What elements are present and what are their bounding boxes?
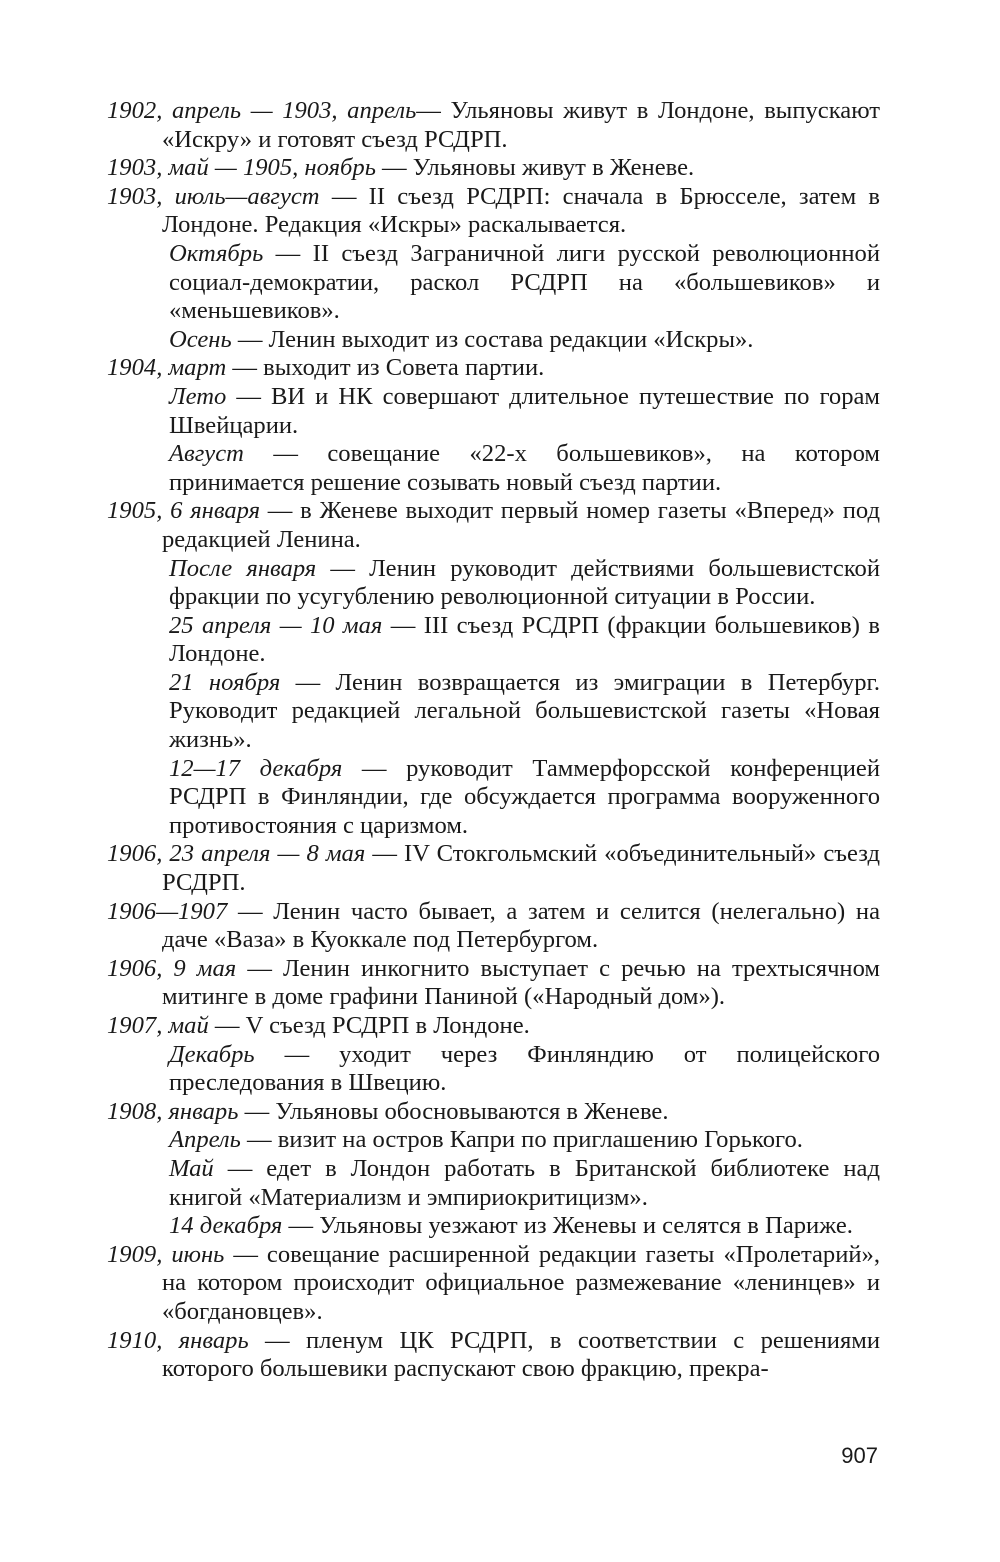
chronology-subentry bbox=[107, 1126, 880, 1155]
chronology-page-body bbox=[107, 97, 880, 1384]
chronology-entry bbox=[107, 1327, 880, 1384]
chronology-entry bbox=[107, 154, 880, 183]
entry-date: 12—17 декабря bbox=[169, 754, 343, 782]
entry-text: — едет в Лондон работать в Британской библиотеке над книгой «Материализм и эмпириокритицизм». bbox=[169, 1154, 880, 1211]
entry-text: — руководит Таммерфорсской конференцией РСДРП в Финляндии, где обсуждается программа вооруженного противостояния с царизмом. bbox=[169, 754, 880, 839]
chronology-subentry bbox=[107, 1041, 880, 1098]
entry-text: — V съезд РСДРП в Лондоне. bbox=[208, 1012, 530, 1039]
entry-text: — совещание «22-х большевиков», на котором принимается решение созывать новый съезд партии. bbox=[169, 440, 880, 496]
entry-date: 1903, май — 1905, ноябрь bbox=[107, 154, 376, 182]
chronology-subentry bbox=[107, 612, 880, 669]
chronology-subentry bbox=[107, 1155, 880, 1212]
entry-date: 1906—1907 bbox=[107, 897, 228, 925]
entry-date: Май bbox=[169, 1154, 214, 1182]
entry-date: 14 декабря bbox=[169, 1212, 283, 1240]
entry-date: 25 апреля — 10 мая bbox=[169, 611, 383, 639]
entry-date: 1910, январь bbox=[107, 1326, 249, 1354]
entry-text: — Ленин возвращается из эмиграции в Петербург. Руководит редакцией легальной большевистской газеты «Новая жизнь». bbox=[169, 668, 880, 754]
entry-text: — пленум ЦК РСДРП, в соответствии с решениями которого большевики распускают свою фракцию, прекра- bbox=[162, 1326, 880, 1383]
chronology-subentry bbox=[107, 755, 880, 841]
chronology-entry bbox=[107, 354, 880, 383]
entry-text: — Ульяновы обосновываются в Женеве. bbox=[238, 1097, 669, 1125]
entry-text: — уходит через Финляндию от полицейского преследования в Швецию. bbox=[169, 1040, 880, 1097]
chronology-subentry bbox=[107, 1212, 880, 1241]
entry-text: — визит на остров Капри по приглашению Горького. bbox=[240, 1126, 803, 1154]
entry-date: 1906, 9 мая bbox=[107, 954, 237, 982]
entry-date: Октябрь bbox=[169, 239, 264, 267]
chronology-entry bbox=[107, 97, 880, 154]
entry-date: После января bbox=[169, 554, 317, 582]
entry-text: — совещание расширенной редакции газеты «Пролетарий», на котором происходит официальное размежевание «ленинцев» и «богдановцев». bbox=[162, 1240, 880, 1325]
entry-text: — выходит из Совета партии. bbox=[226, 354, 545, 382]
chronology-subentry bbox=[107, 240, 880, 326]
chronology-entry bbox=[107, 183, 880, 240]
entry-date: 1906, 23 апреля — 8 мая bbox=[107, 840, 366, 868]
entry-text: — ВИ и НК совершают длительное путешествие по горам Швейцарии. bbox=[169, 382, 880, 439]
entry-text: — в Женеве выходит первый номер газеты «Вперед» под редакцией Ленина. bbox=[162, 497, 880, 553]
entry-text: — Ленин инкогнито выступает с речью на трехтысячном митинге в доме графини Паниной («Народный дом»). bbox=[162, 954, 880, 1011]
chronology-entry bbox=[107, 898, 880, 955]
entry-text: — II съезд Заграничной лиги русской революционной социал-демократии, раскол РСДРП на «большевиков» и «меньшевиков». bbox=[169, 239, 880, 325]
chronology-entry bbox=[107, 1241, 880, 1327]
entry-date: 1902, апрель — 1903, апрель bbox=[107, 97, 417, 124]
entry-text: — Ленин выходит из состава редакции «Искры». bbox=[231, 325, 754, 353]
entry-date: 1903, июль—август bbox=[107, 182, 320, 210]
chronology-subentry bbox=[107, 555, 880, 612]
chronology-subentry bbox=[107, 440, 880, 497]
chronology-subentry bbox=[107, 326, 880, 355]
entry-date: Лето bbox=[169, 382, 227, 410]
entry-text: — IV Стокгольмский «объединительный» съезд РСДРП. bbox=[162, 840, 880, 897]
entry-date: Апрель bbox=[169, 1126, 241, 1154]
entry-date: Декабрь bbox=[169, 1040, 255, 1068]
chronology-entry bbox=[107, 1098, 880, 1127]
chronology-subentry bbox=[107, 669, 880, 755]
entry-text: — II съезд РСДРП: сначала в Брюсселе, затем в Лондоне. Редакция «Искры» раскалывается. bbox=[162, 182, 881, 239]
chronology-entry bbox=[107, 840, 880, 897]
entry-text: — III съезд РСДРП (фракции большевиков) в Лондоне. bbox=[169, 611, 880, 668]
entry-date: 1908, январь bbox=[107, 1097, 239, 1125]
chronology-subentry bbox=[107, 383, 880, 440]
entry-date: Осень bbox=[169, 325, 232, 353]
entry-text: — Ленин руководит действиями большевистской фракции по усугублению революционной ситуации в России. bbox=[169, 554, 880, 611]
chronology-entry bbox=[107, 497, 880, 554]
entry-text: — Ульяновы живут в Женеве. bbox=[375, 154, 695, 182]
entry-date: 1904, март bbox=[107, 354, 227, 382]
entry-date: 1907, май bbox=[107, 1012, 209, 1039]
entry-date: 21 ноября bbox=[169, 668, 281, 696]
entry-text: — Ленин часто бывает, а затем и селится (нелегально) на даче «Ваза» в Куоккале под Петербургом. bbox=[162, 897, 880, 954]
entry-date: 1905, 6 января bbox=[107, 497, 261, 525]
chronology-entry bbox=[107, 955, 880, 1012]
chronology-entry bbox=[107, 1012, 880, 1041]
page-number: 907 bbox=[841, 1443, 878, 1468]
entry-text: — Ульяновы уезжают из Женевы и селятся в Париже. bbox=[282, 1212, 853, 1240]
entry-date: 1909, июнь bbox=[107, 1240, 225, 1268]
entry-text: — Ульяновы живут в Лондоне, выпускают «Искру» и готовят съезд РСДРП. bbox=[162, 97, 880, 153]
entry-date: Август bbox=[169, 440, 244, 468]
